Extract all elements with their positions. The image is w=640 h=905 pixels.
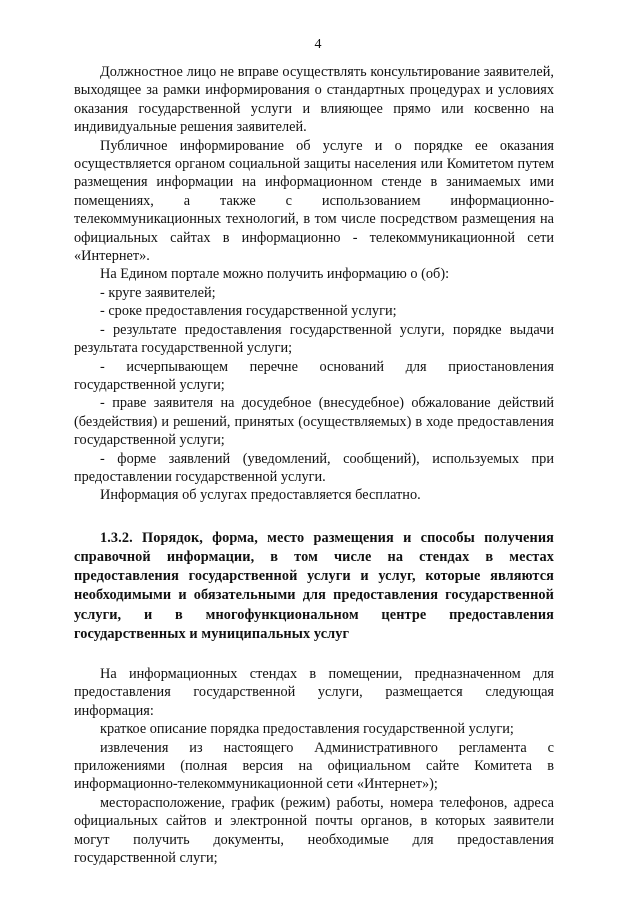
list-item-application-forms: - форме заявлений (уведомлений, сообщений), используемых при предоставлении государственной услуги. xyxy=(74,450,554,485)
list-item-result: - результате предоставления государственной услуги, порядке выдачи результата государственной услуги; xyxy=(74,321,554,357)
paragraph-info-stands: На информационных стендах в помещении, предназначенном для предоставления государственной услуги, размещается следующая информация: xyxy=(74,665,554,719)
list-item-applicants: - круге заявителей; xyxy=(100,284,216,301)
paragraph-public-informing: Публичное информирование об услуге и о порядке ее оказания осуществляется органом социальной защиты населения или Комитетом путем размещения информации на информационном стенде в занимаемых ими помещениях, а также с использованием информационно-телекоммуникационных технологий, в том числе посредством размещения на официальных сайтах в информационно - телекоммуникационной сети «Интернет». xyxy=(74,137,554,265)
section-heading: 1.3.2. Порядок, форма, место размещения и способы получения справочной информации, в том числе на стендах в местах предоставления государственной услуги и услуг, которые являются необходимыми и обязательными для предоставления государственной услуги, и в многофункциональном центре предоставления государственных и муниципальных услуг xyxy=(74,529,554,642)
paragraph-brief-description: краткое описание порядка предоставления государственной услуги; xyxy=(100,721,514,738)
paragraph-free-info: Информация об услугах предоставляется бесплатно. xyxy=(100,487,421,504)
list-item-suspension-grounds: - исчерпывающем перечне оснований для приостановления государственной услуги; xyxy=(74,358,554,393)
list-item-appeal-right: - праве заявителя на досудебное (внесудебное) обжалование действий (бездействия) и решений, принятых (осуществляемых) в ходе предоставления государственной услуги; xyxy=(74,395,554,449)
list-item-term: - сроке предоставления государственной услуги; xyxy=(100,303,397,320)
paragraph-regulation-extracts: извлечения из настоящего Административного регламента с приложениями (полная версия на официальном сайте Комитета в информационно-телекоммуникационной сети «Интернет»); xyxy=(74,739,554,793)
paragraph-location-schedule: месторасположение, график (режим) работы, номера телефонов, адреса официальных сайтов и электронной почты органов, в которых заявители могут получить документы, необходимые для предоставления государственной слуги; xyxy=(74,794,554,867)
page-number: 4 xyxy=(314,37,322,52)
paragraph-portal-intro: На Едином портале можно получить информацию о (об): xyxy=(100,266,450,283)
document-page xyxy=(74,36,554,867)
paragraph-consulting-limits: Должностное лицо не вправе осуществлять консультирование заявителей, выходящее за рамки информирования о стандартных процедурах и условиях оказания государственной услуги и влияющее прямо или косвенно на индивидуальные решения заявителей. xyxy=(74,64,554,136)
